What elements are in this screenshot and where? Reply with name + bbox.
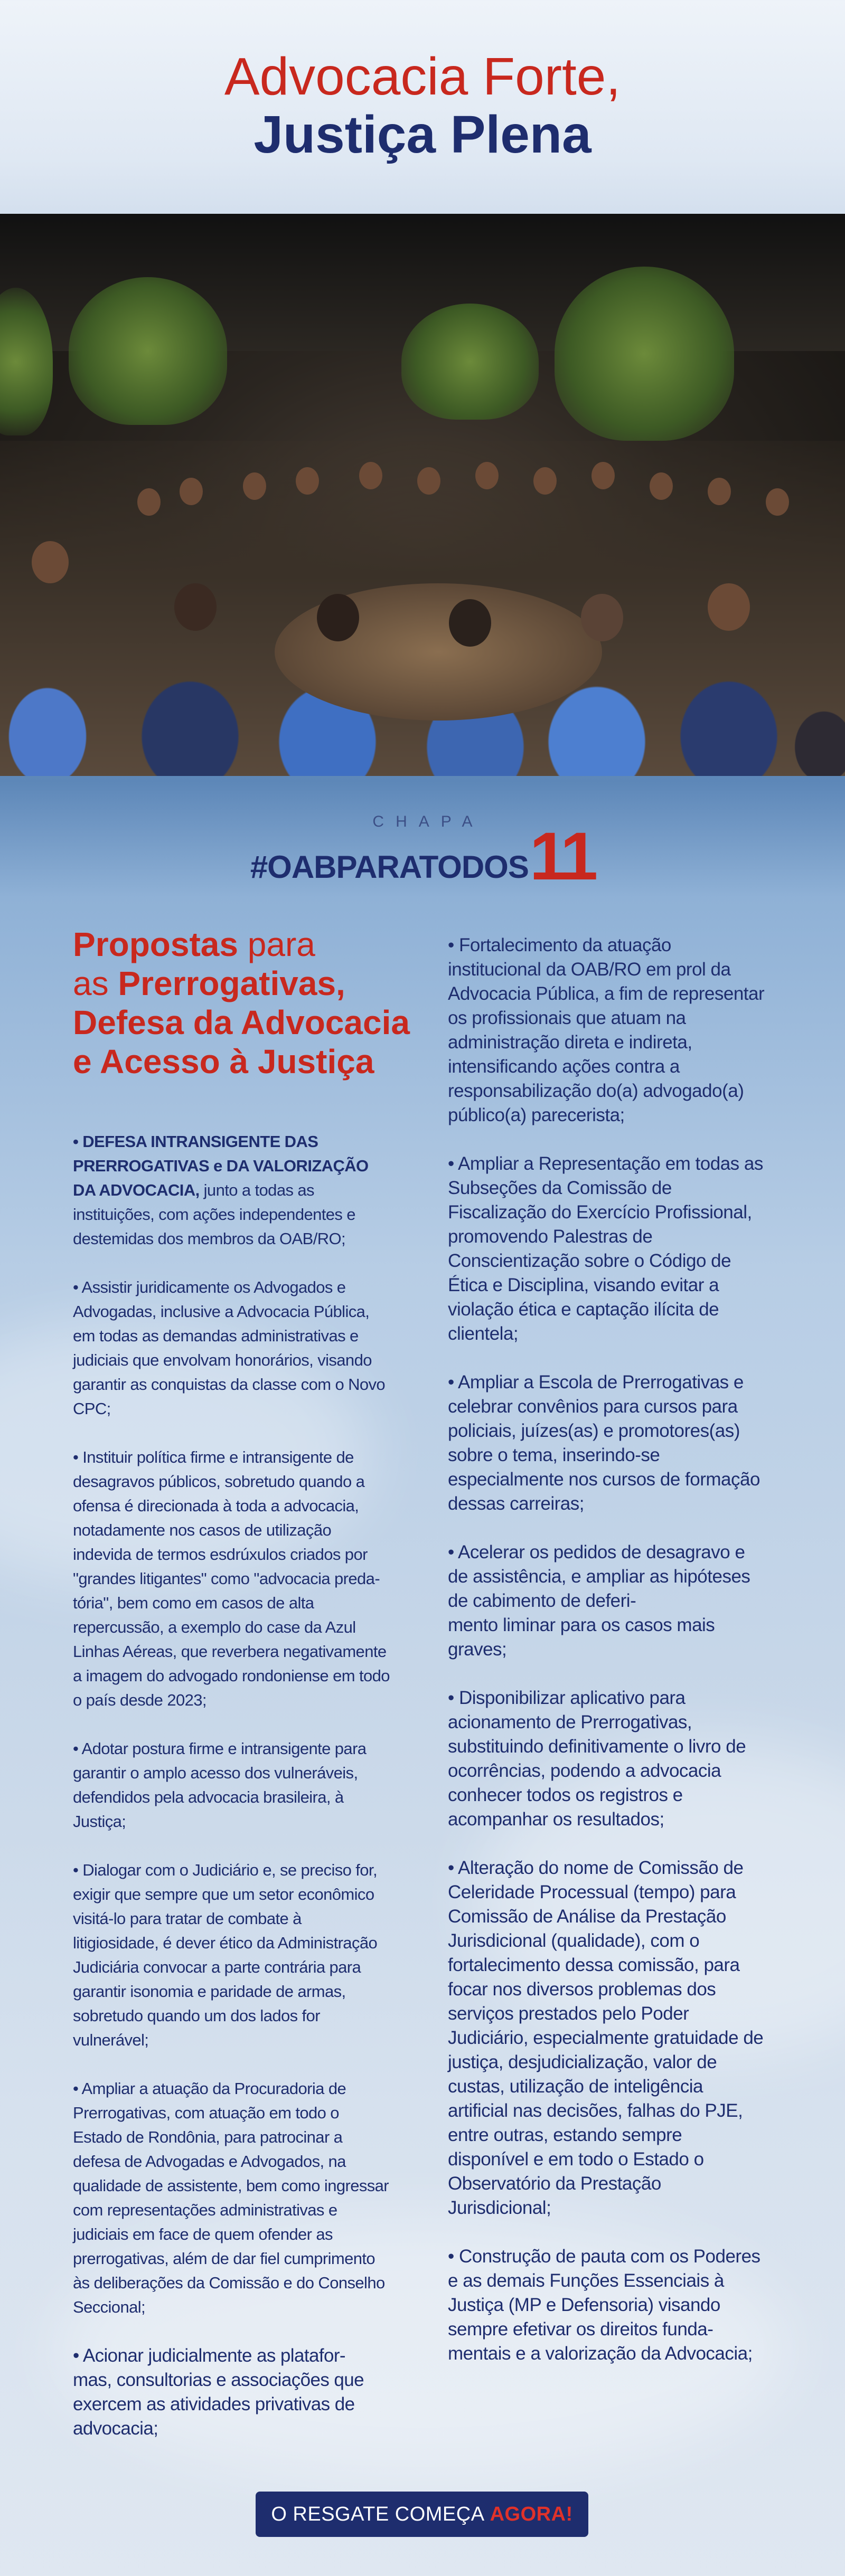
person-head <box>137 488 161 516</box>
proposal-item: • Acionar judicialmente as platafor- mas, consultorias e associações que exercem as atividades privativas de advocacia; <box>73 2345 364 2439</box>
section-heading <box>73 925 421 1081</box>
person-head <box>317 594 359 641</box>
person-head <box>243 472 266 500</box>
person-head <box>449 599 491 647</box>
logo-label: CHAPA <box>372 813 484 830</box>
person-head <box>581 594 623 641</box>
proposal-item: • Dialogar com o Judiciário e, se preciso for, exigir que sempre que um setor econômico visitá-lo para tratar de combate à litigiosidade, é dever ético da Administração Judiciária convocar a parte contrária para garantir isonomia e paridade de armas, sobretudo quando um dos lados for vulnerável; <box>73 1861 378 2049</box>
proposal-item: • Ampliar a Escola de Prerrogativas e celebrar convênios para cursos para policiais, juízes(as) e promotores(as) sobre o tema, inserindo-se especialmente nos cursos de formação dessas carreiras; <box>448 1372 760 1514</box>
person-head <box>180 478 203 505</box>
heading-part-6: e Acesso à Justiça <box>73 1043 374 1081</box>
person-head <box>417 467 440 495</box>
cta-text: O RESGATE COMEÇA <box>271 2503 485 2525</box>
proposal-item: • Disponibilizar aplicativo para acionamento de Prerrogativas, substituindo definitivamente o livro de ocorrências, podendo a advocacia conhecer todos os registros e acompanhar os resultados; <box>448 1688 746 1830</box>
page-title <box>0 48 845 164</box>
person-head <box>650 472 673 500</box>
title-line-2: Justiça Plena <box>253 105 592 164</box>
hanging-plant-icon <box>555 267 734 441</box>
proposal-item <box>73 1130 390 1251</box>
person-head <box>296 467 319 495</box>
person-head <box>533 467 557 495</box>
hanging-plant-icon <box>69 277 227 425</box>
proposal-item: • Instituir política firme e intransigente de desagravos públicos, sobretudo quando a ofensa é direcionada à toda a advocacia, notadamente nos casos de utilização indevida de termos esdrúxulos criados por "grandes litigantes" como "advocacia preda- tória", bem como em casos de alta repercussão, a exemplo do case da Azul Linhas Aéreas, que reverbera negativamente a imagem do advogado rondoniense em todo o país desde 2023; <box>73 1448 390 1709</box>
person-head <box>359 462 382 489</box>
campaign-logo <box>0 813 845 894</box>
heading-part-3: as <box>73 964 118 1002</box>
crowd-photo <box>0 214 845 776</box>
proposals-left-column <box>73 1130 390 2465</box>
proposal-item: • Acelerar os pedidos de desagravo e de assistência, e ampliar as hipóteses de cabimento de deferi- mento liminar para os casos mais graves; <box>448 1542 750 1660</box>
proposal-item-text: junto a todas as instituições, com ações independentes e destemidas dos membros da OAB/RO; <box>73 1181 355 1248</box>
proposal-item: • Fortalecimento da atuação institucional da OAB/RO em prol da Advocacia Pública, a fim de representar os profissionais que atuam na administração direta e indireta, intensificando ações contra a responsabilização do(a) advogado(a) público(a) parecerista; <box>448 935 765 1125</box>
person-head <box>32 541 69 583</box>
heading-part-4: Prerrogativas, <box>118 964 345 1002</box>
logo-number: 11 <box>529 819 595 894</box>
proposal-item: • Ampliar a atuação da Procuradoria de Prerrogativas, com atuação em todo o Estado de Rondônia, para patrocinar a defesa de Advogadas e Advogados, na qualidade de assistente, bem como ingressar com representações administrativas e judiciais em face de quem ofender as prerrogativas, além de dar fiel cumprimento às deliberações da Comissão e do Conselho Seccional; <box>73 2079 389 2316</box>
proposal-item: • Ampliar a Representação em todas as Subseções da Comissão de Fiscalização do Exercício Profissional, promovendo Palestras de Conscientização sobre o Código de Ética e Disciplina, visando evitar a violação ética e captação ilícita de clientela; <box>448 1153 763 1344</box>
heading-part-2: para <box>238 925 315 963</box>
person-head <box>766 488 789 516</box>
proposals-right-column <box>448 933 765 2390</box>
proposal-item-bold: • DEFESA INTRANSIGENTE DAS PRERROGATIVAS e DA VALORIZAÇÃO DA ADVOCACIA, <box>73 1132 369 1199</box>
title-line-1: Advocacia Forte, <box>224 47 621 106</box>
person-head <box>708 478 731 505</box>
heading-part-5: Defesa da Advocacia <box>73 1003 410 1041</box>
heading-part-1: Propostas <box>73 925 238 963</box>
proposal-item: • Assistir juridicamente os Advogados e Advogadas, inclusive a Advocacia Pública, em todas as demandas administrativas e judiciais que envolvam honorários, visando garantir as conquistas da classe com o Novo CPC; <box>73 1278 386 1418</box>
hanging-plant-icon <box>401 304 539 420</box>
person-head <box>475 462 499 489</box>
person-head <box>592 462 615 489</box>
cta-accent: AGORA! <box>490 2503 573 2525</box>
person-head <box>708 583 750 631</box>
person-head <box>174 583 217 631</box>
proposal-item: • Construção de pauta com os Poderes e as demais Funções Essenciais à Justiça (MP e Defensoria) visando sempre efetivar os direitos funda- mentais e a valorização da Advocacia; <box>448 2246 760 2364</box>
proposal-item: • Adotar postura firme e intransigente para garantir o amplo acesso dos vulneráveis, defendidos pela advocacia brasileira, à Justiça; <box>73 1739 367 1831</box>
proposal-item: • Alteração do nome de Comissão de Celeridade Processual (tempo) para Comissão de Análise da Prestação Jurisdicional (qualidade), com o fortalecimento dessa comissão, para focar nos diversos problemas dos serviços prestados pelo Poder Judiciário, especialmente gratuidade de justiça, desjudicialização, valor de custas, utilização de inteligência artificial nas decisões, falhas do PJE, entre outras, estando sempre disponível e em todo o Estado o Observatório da Prestação Jurisdicional; <box>448 1858 764 2218</box>
cta-banner[interactable] <box>256 2492 588 2537</box>
logo-hashtag: #OABPARATODOS <box>250 849 529 885</box>
